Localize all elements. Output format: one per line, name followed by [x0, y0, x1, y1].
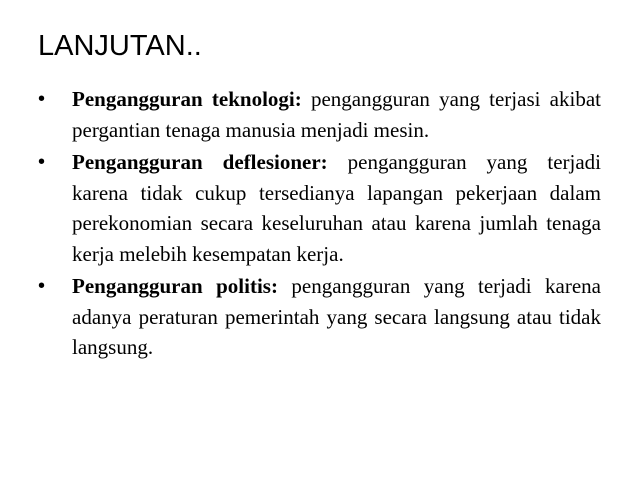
- bullet-text: pengangguran yang terjadi karena tidak cukup tersedianya lapangan pekerjaan dalam perekonomian secara keseluruhan atau karena jumlah tenaga kerja melebih kesempatan kerja.: [72, 150, 602, 266]
- bullet-item-teknologi: [36, 84, 601, 145]
- bullet-term: Pengangguran politis:: [72, 274, 278, 298]
- bullet-text: pengangguran yang terjadi karena adanya peraturan pemerintah yang secara langsung atau tidak langsung.: [72, 274, 602, 359]
- bullet-marker: •: [38, 275, 46, 297]
- bullet-marker: •: [38, 88, 46, 110]
- bullet-item-deflesioner: [36, 147, 601, 269]
- bullet-item-politis: [36, 271, 601, 363]
- bullet-term: Pengangguran teknologi:: [72, 87, 302, 111]
- bullet-list: [36, 84, 601, 365]
- bullet-term: Pengangguran deflesioner:: [72, 150, 328, 174]
- bullet-text: pengangguran yang terjasi akibat pergantian tenaga manusia menjadi mesin.: [72, 87, 601, 142]
- bullet-marker: •: [38, 151, 46, 173]
- slide-title: LANJUTAN..: [38, 30, 202, 62]
